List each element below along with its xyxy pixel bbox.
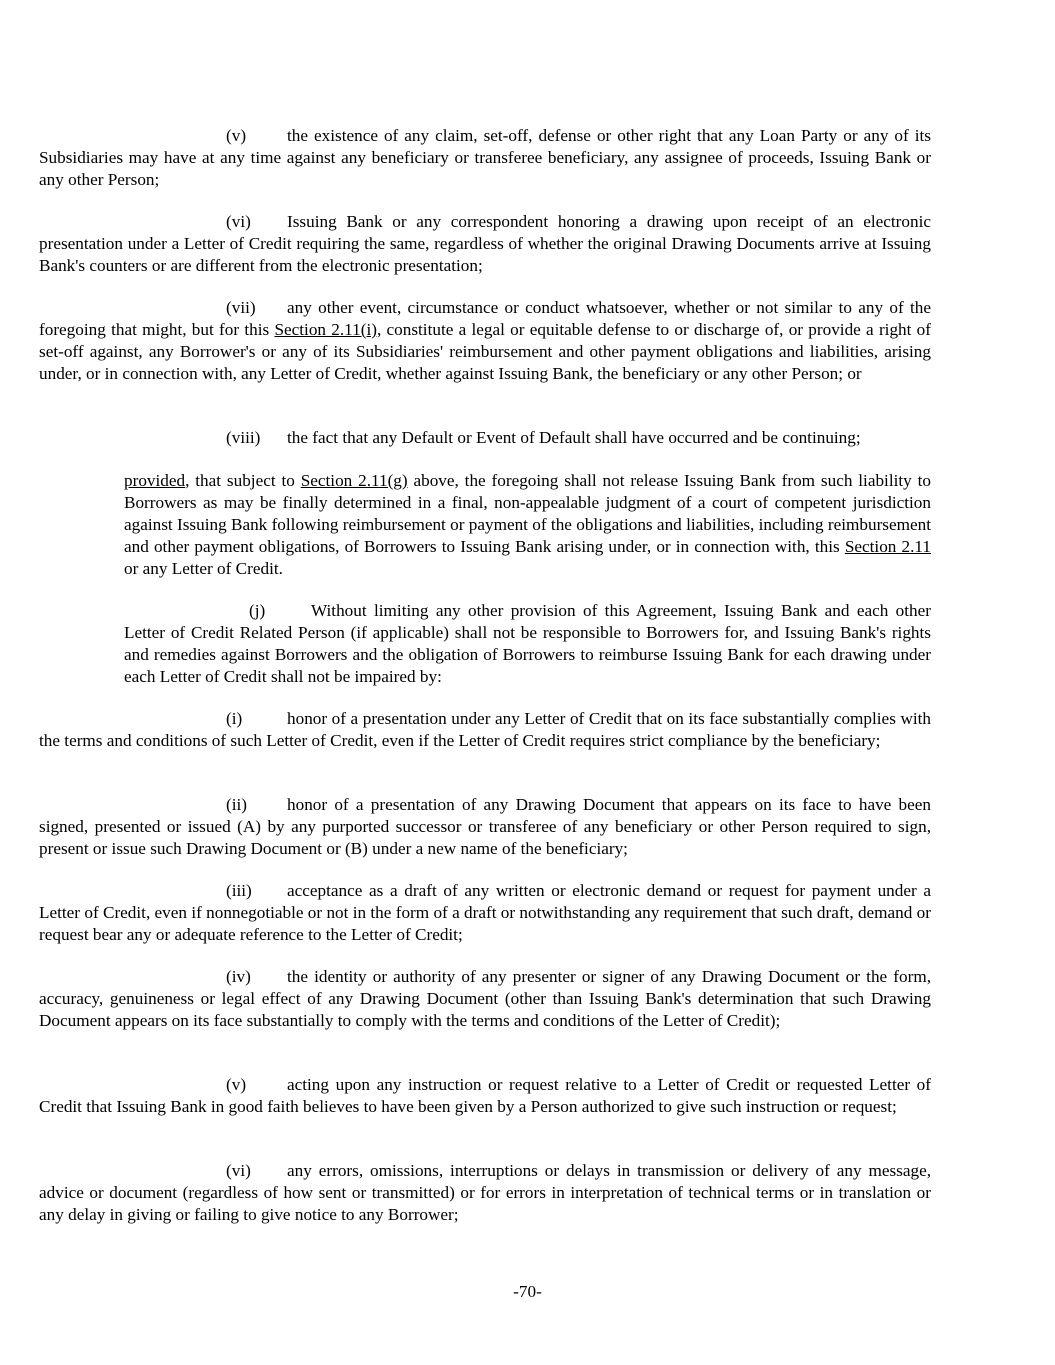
clause-text: any errors, omissions, interruptions or delays in transmission or delivery of any message, advice or document (regardless of how sent or transmitted) or for errors in interpretation of technical terms or in translation or any delay in giving or failing to give notice to any Borrower; [39,1161,931,1224]
clause-number: (viii) [226,428,261,447]
clause-iv [39,966,931,1032]
clause-text: honor of a presentation of any Drawing Document that appears on its face to have been signed, presented or issued (A) by any purported successor or transferee of any beneficiary or other Person required to sign, present or issue such Drawing Document or (B) under a new name of the beneficiary; [39,795,931,858]
clause-viii [39,427,931,449]
clause-v [39,125,931,191]
clause-number: (vi) [226,1161,251,1180]
clause-number: (v) [226,1075,247,1094]
section-text: Without limiting any other provision of this Agreement, Issuing Bank and each other Letter of Credit Related Person (if applicable) shall not be responsible to Borrowers for, and Issuing Bank's rights and remedies against Borrowers and the obligation of Borrowers to reimburse Issuing Bank for each drawing under each Letter of Credit shall not be impaired by: [124,601,931,686]
section-j [124,600,931,688]
clause-number: (v) [226,126,247,145]
proviso-text: , that subject to [185,471,301,490]
section-reference: Section 2.11 [844,537,931,556]
proviso-text: above, the foregoing shall not release Issuing Bank from such liability to Borrowers as may be finally determined in a final, non-appealable judgment of a court of competent jurisdiction against Issuing Bank following reimbursement or payment of the obligations and liabilities, including reimbursement and other payment obligations, of Borrowers to Issuing Bank arising under, or in connection with, this [124,471,931,556]
clause-vi-second [39,1160,931,1226]
clause-number: (iii) [226,881,252,900]
clause-text: the fact that any Default or Event of Default shall have occurred and be continuing; [287,428,861,447]
proviso-word: provided [124,471,186,490]
clause-vi [39,211,931,277]
clause-text: acting upon any instruction or request relative to a Letter of Credit or requested Letter of Credit that Issuing Bank in good faith believes to have been given by a Person authorized to give such instruction or request; [39,1075,931,1116]
proviso-paragraph [124,470,931,580]
clause-ii [39,794,931,860]
clause-text: the identity or authority of any presenter or signer of any Drawing Document or the form, accuracy, genuineness or legal effect of any Drawing Document (other than Issuing Bank's determination that such Drawing Document appears on its face substantially to comply with the terms and conditions of the Letter of Credit); [39,967,931,1030]
clause-vii [39,297,931,385]
clause-number: (vi) [226,212,251,231]
clause-i [39,708,931,752]
clause-v-second [39,1074,931,1118]
clause-number: (vii) [226,298,256,317]
clause-iii [39,880,931,946]
clause-number: (i) [226,709,243,728]
section-number: (j) [249,601,266,620]
clause-number: (iv) [226,967,251,986]
proviso-text: or any Letter of Credit. [124,559,283,578]
clause-text: acceptance as a draft of any written or electronic demand or request for payment under a Letter of Credit, even if nonnegotiable or not in the form of a draft or notwithstanding any requirement that such draft, demand or request bear any or adequate reference to the Letter of Credit; [39,881,931,944]
clause-text: any other event, circumstance or conduct whatsoever, whether or not similar to any of the foregoing that might, but for this [39,298,931,339]
clause-text: honor of a presentation under any Letter of Credit that on its face substantially complies with the terms and conditions of such Letter of Credit, even if the Letter of Credit requires strict compliance by the beneficiary; [39,709,931,750]
clause-text: the existence of any claim, set-off, defense or other right that any Loan Party or any of its Subsidiaries may have at any time against any beneficiary or transferee beneficiary, any assignee of proceeds, Issuing Bank or any other Person; [39,126,931,189]
section-reference: Section 2.11(i) [274,320,377,339]
section-reference: Section 2.11(g) [300,471,408,490]
clause-number: (ii) [226,795,247,814]
clause-text: Issuing Bank or any correspondent honoring a drawing upon receipt of an electronic presentation under a Letter of Credit requiring the same, regardless of whether the original Drawing Documents arrive at Issuing Bank's counters or are different from the electronic presentation; [39,212,931,275]
page-number: -70- [513,1282,542,1301]
clause-text: , constitute a legal or equitable defense to or discharge of, or provide a right of set-off against, any Borrower's or any of its Subsidiaries' reimbursement and other payment obligations and liabilities, arising under, or in connection with, any Letter of Credit, whether against Issuing Bank, the beneficiary or any other Person; or [39,320,932,383]
